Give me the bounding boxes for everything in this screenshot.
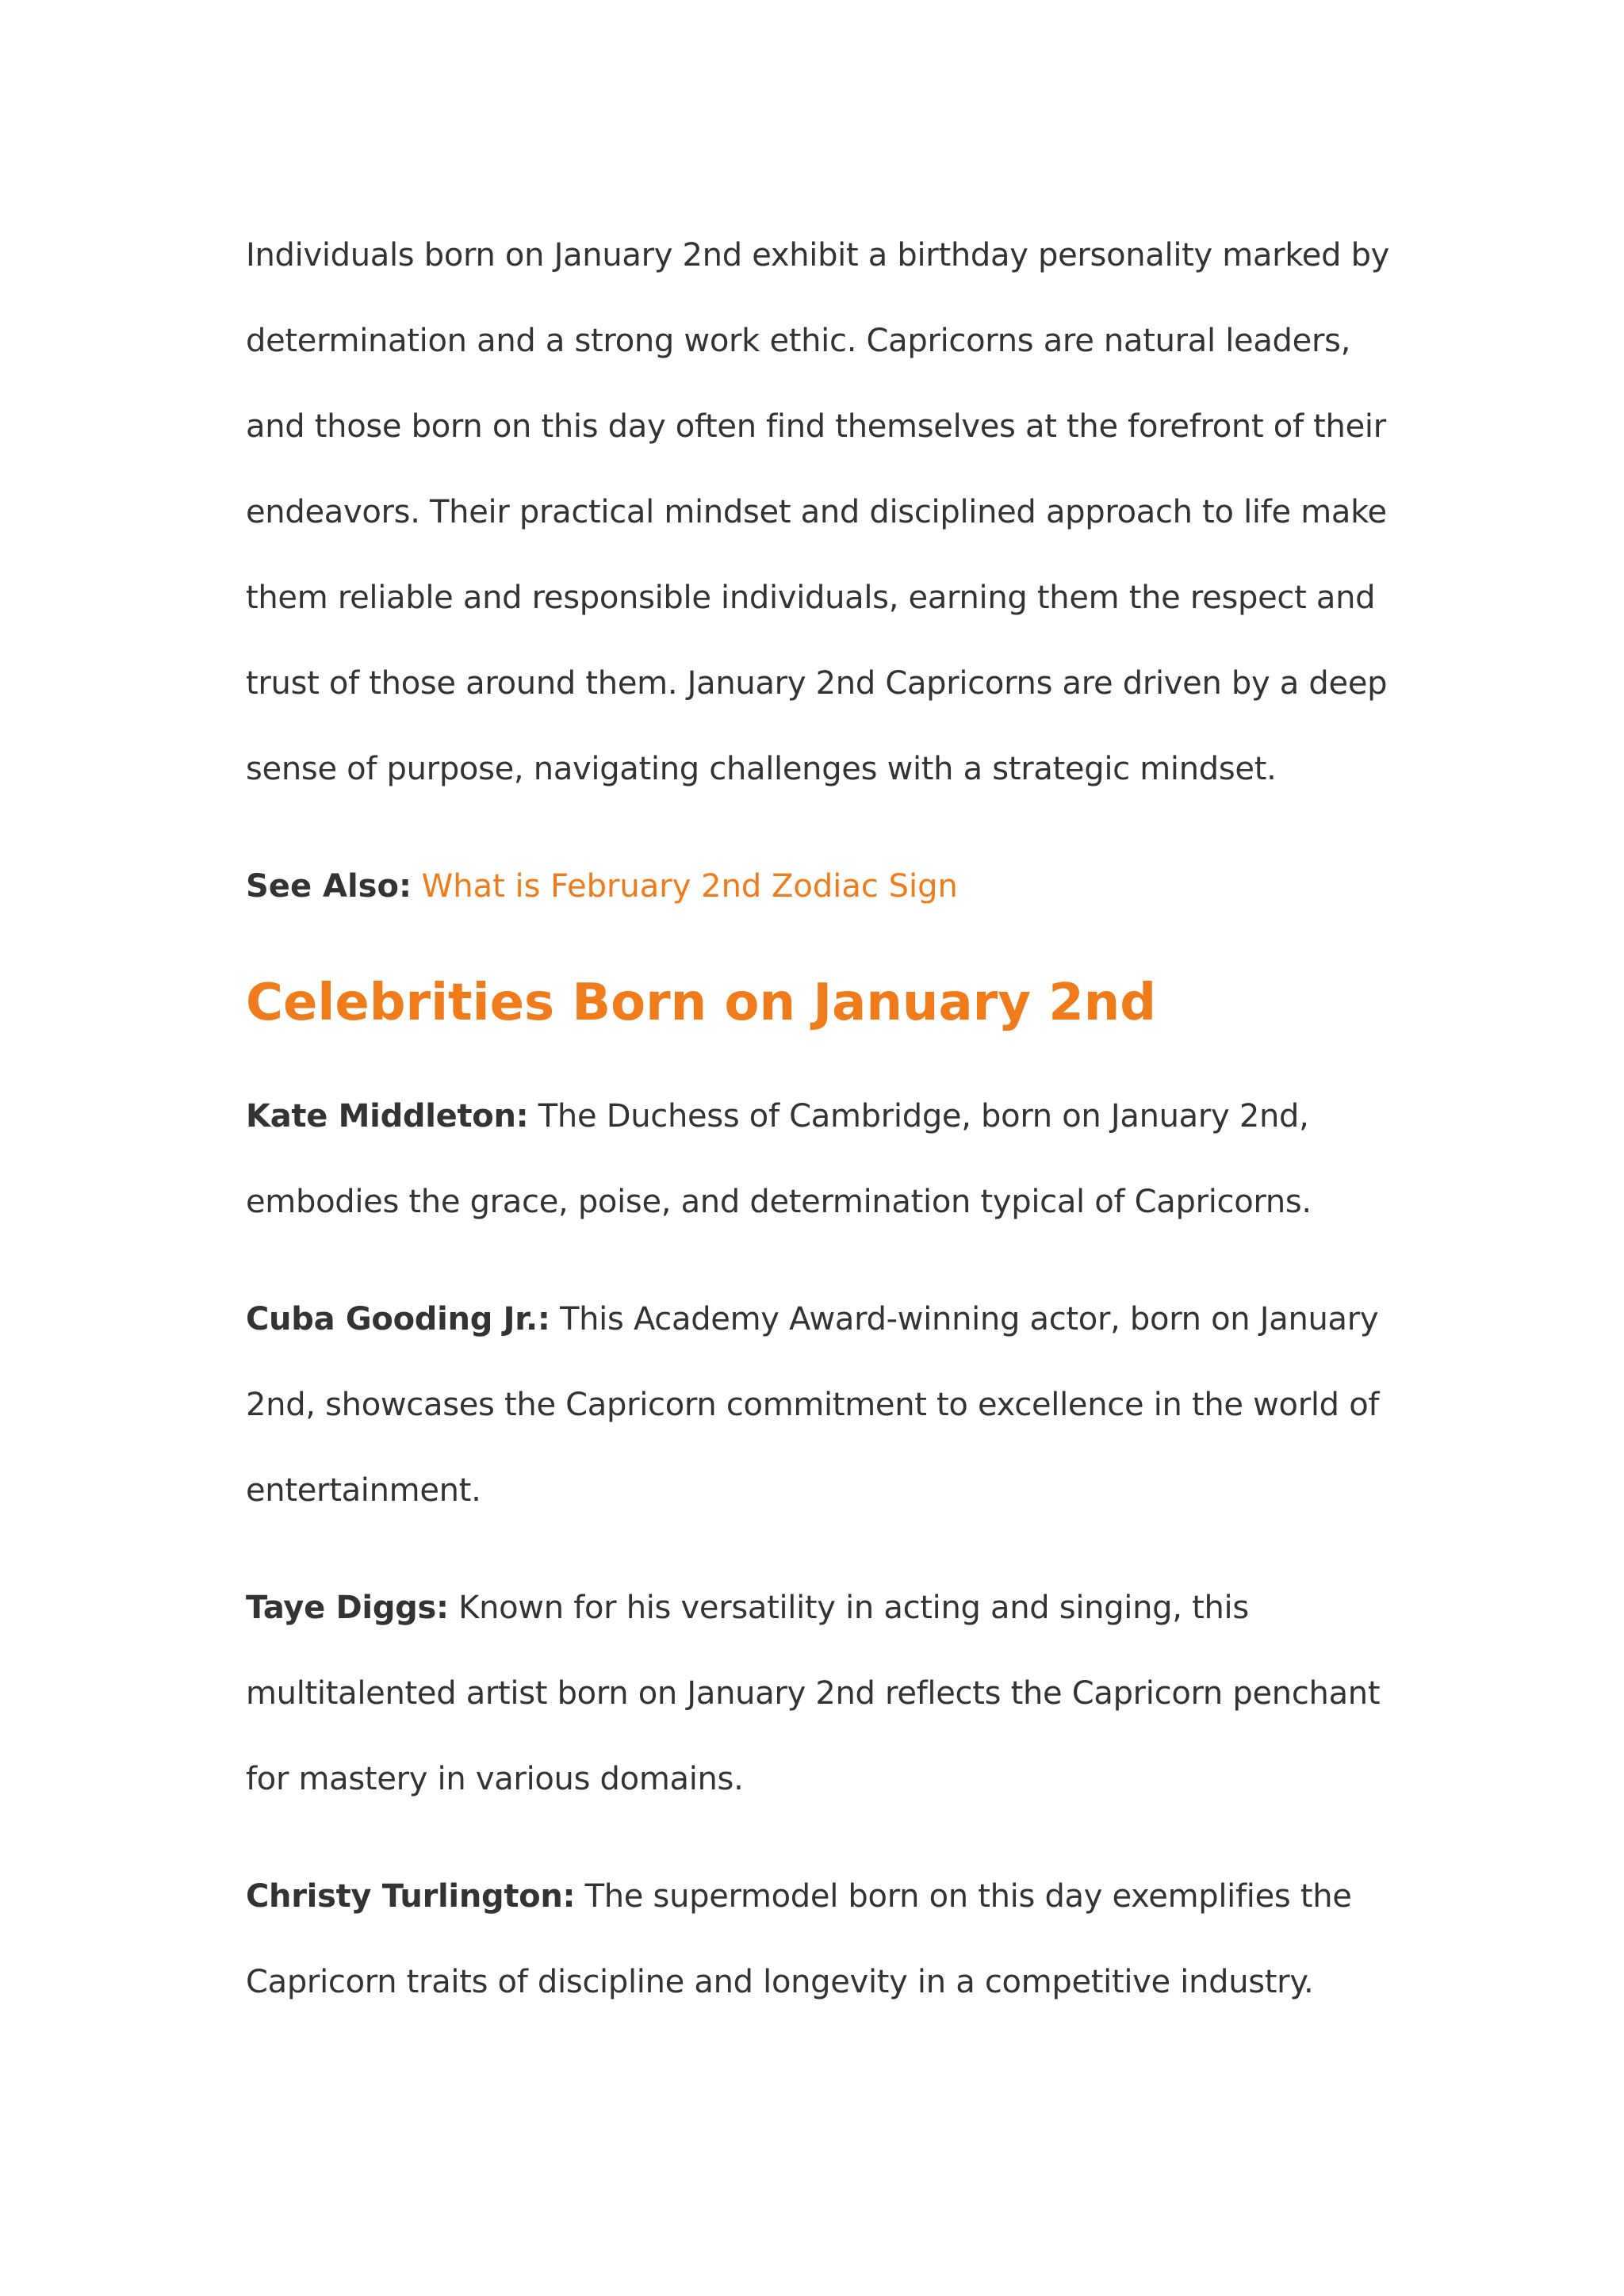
celebrity-name: Cuba Gooding Jr.: [246,1301,550,1337]
article-body [246,212,1411,2057]
see-also-line [246,844,1411,929]
celebrity-name: Christy Turlington: [246,1878,576,1915]
celebrities-heading: Celebrities Born on January 2nd [246,974,1157,1032]
celebrity-description: This Academy Award-winning actor, born on January 2nd, showcases the Capricorn commitment to excellence in the world of entertainment. [246,1301,1380,1509]
celebrity-name: Kate Middleton: [246,1098,529,1135]
celebrity-item-christy-turlington [246,1854,1411,2025]
see-also-link[interactable]: What is February 2nd Zodiac Sign [421,868,958,905]
celebrity-description: The Duchess of Cambridge, born on January 2nd, embodies the grace, poise, and determination typical of Capricorns. [246,1098,1312,1220]
celebrity-item-kate-middleton [246,1073,1411,1245]
intro-paragraph: Individuals born on January 2nd exhibit a birthday personality marked by determination and a strong work ethic. Capricorns are natural leaders, and those born on this day often find themselves at the forefront of their endeavors. Their practical mindset and disciplined approach to life make them reliable and responsible individuals, earning them the respect and trust of those around them. January 2nd Capricorns are driven by a deep sense of purpose, navigating challenges with a strategic mindset. [246,237,1390,787]
celebrity-description: The supermodel born on this day exemplifies the Capricorn traits of discipline and longevity in a competitive industry. [246,1878,1352,2000]
see-also-label: See Also: [246,868,412,905]
celebrity-description: Known for his versatility in acting and singing, this multitalented artist born on January 2nd reflects the Capricorn penchant for mastery in various domains. [246,1590,1381,1797]
celebrity-name: Taye Diggs: [246,1590,449,1626]
celebrity-item-cuba-gooding-jr [246,1276,1411,1533]
celebrity-item-taye-diggs [246,1565,1411,1822]
